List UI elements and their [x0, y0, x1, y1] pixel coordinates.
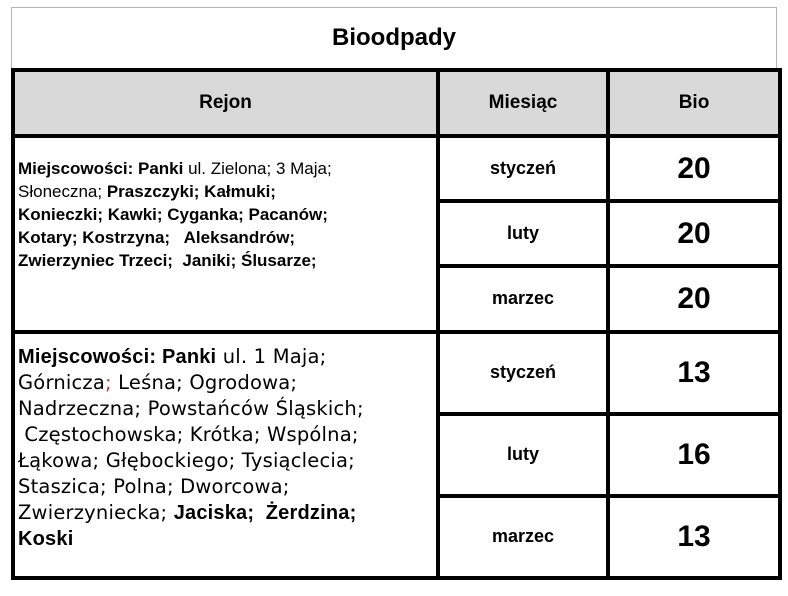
- month-cell: marzec: [438, 266, 608, 331]
- bio-value: 16: [608, 414, 780, 496]
- region-text: Staszica; Polna; Dworcowa;: [18, 474, 290, 498]
- region-text: Częstochowska; Krótka; Wspólna;: [18, 422, 359, 446]
- region-text: ul. 1 Maja;: [216, 344, 327, 368]
- region-label: Miejscowości: Panki: [18, 159, 184, 179]
- region-separator: ;: [105, 370, 112, 394]
- region-text: Nadrzeczna; Powstańców Śląskich;: [18, 396, 364, 420]
- region-text: Jaciska; Żerdzina;: [173, 501, 357, 524]
- month-cell: luty: [438, 201, 608, 266]
- month-cell: luty: [438, 414, 608, 496]
- bio-value: 20: [608, 136, 780, 201]
- region-text: Górnicza: [18, 370, 105, 394]
- region-text: Łąkowa; Głębockiego; Tysiąclecia;: [18, 448, 355, 472]
- region-cell-2: [13, 332, 438, 579]
- region-text: Zwierzyniecka;: [18, 500, 174, 524]
- schedule-table: [11, 68, 782, 580]
- document-title: Bioodpady: [11, 7, 777, 68]
- month-cell: styczeń: [438, 332, 608, 414]
- region-text: Konieczki; Kawki; Cyganka; Pacanów;: [18, 205, 328, 225]
- region-text: Leśna; Ogrodowa;: [111, 370, 298, 394]
- header-month: Miesiąc: [438, 70, 608, 136]
- region-text: Zwierzyniec Trzeci; Janiki; Ślusarze;: [18, 251, 317, 271]
- header-row: [13, 70, 780, 136]
- bio-value: 13: [608, 332, 780, 414]
- region-label: Miejscowości: Panki: [18, 345, 217, 368]
- region-cell-1: [13, 136, 438, 331]
- bio-value: 13: [608, 496, 780, 578]
- month-cell: marzec: [438, 496, 608, 578]
- region-text: Praszczyki; Kałmuki;: [106, 182, 276, 202]
- region-text: ul. Zielona; 3 Maja;: [183, 159, 332, 179]
- month-cell: styczeń: [438, 136, 608, 201]
- bio-value: 20: [608, 201, 780, 266]
- bio-value: 20: [608, 266, 780, 331]
- table-row: [13, 136, 780, 201]
- region-text: Słoneczna;: [18, 182, 107, 202]
- header-region: Rejon: [13, 70, 438, 136]
- header-bio: Bio: [608, 70, 780, 136]
- region-text: Kotary; Kostrzyna; Aleksandrów;: [18, 228, 296, 248]
- table-row: [13, 332, 780, 414]
- region-text: Koski: [18, 527, 74, 550]
